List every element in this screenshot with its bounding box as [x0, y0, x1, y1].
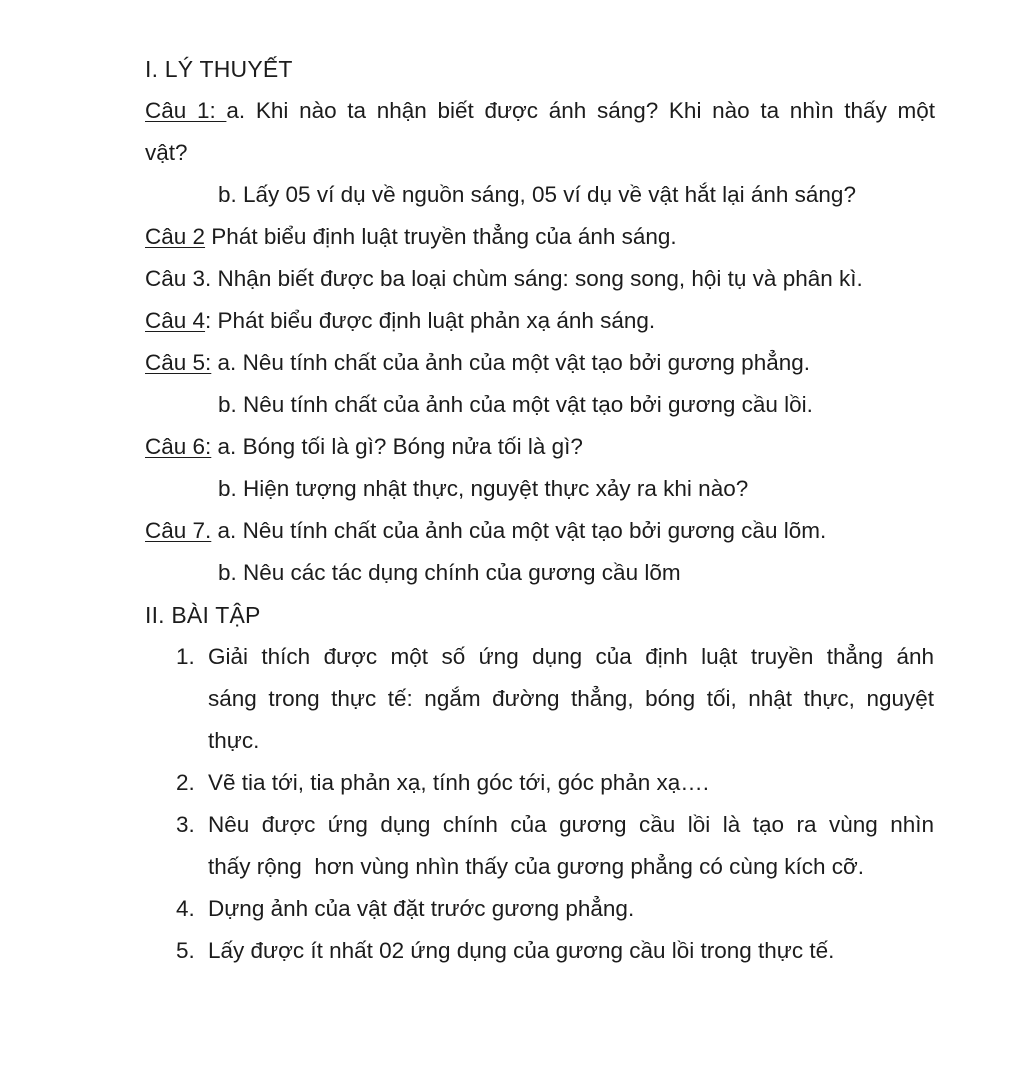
question-1-line: [145, 96, 935, 126]
question-3-line: Câu 3. Nhận biết được ba loại chùm sáng: song song, hội tụ và phân kì.: [145, 266, 863, 291]
section-theory-heading: I. LÝ THUYẾT: [145, 56, 293, 82]
exercise-5-number: 5.: [176, 938, 195, 963]
question-5-part-b: b. Nêu tính chất của ảnh của một vật tạo bởi gương cầu lồi.: [218, 392, 813, 417]
question-5-part-a: a. Nêu tính chất của ảnh của một vật tạo bởi gương phẳng.: [211, 350, 810, 375]
exercise-1-line-3: thực.: [208, 728, 260, 753]
question-2-label: Câu 2: [145, 224, 206, 249]
exercise-1-number: 1.: [176, 644, 195, 669]
question-6-part-b: b. Hiện tượng nhật thực, nguyệt thực xảy ra khi nào?: [218, 476, 749, 501]
question-6-part-a: a. Bóng tối là gì? Bóng nửa tối là gì?: [211, 434, 583, 459]
question-4-text: : Phát biểu được định luật phản xạ ánh sáng.: [205, 308, 656, 333]
question-5-line: [145, 348, 810, 378]
exercise-4-line-1: Dựng ảnh của vật đặt trước gương phẳng.: [208, 896, 635, 921]
question-4-label: Câu 4: [145, 308, 206, 333]
exercise-2-number: 2.: [176, 770, 195, 795]
question-7-part-a: a. Nêu tính chất của ảnh của một vật tạo bởi gương cầu lõm.: [211, 518, 827, 543]
question-6-label: Câu 6:: [145, 434, 212, 459]
question-6-line: [145, 432, 583, 462]
question-1-part-a: a. Khi nào ta nhận biết được ánh sáng? Khi nào ta nhìn thấy một: [226, 98, 936, 123]
exercise-3-number: 3.: [176, 812, 195, 837]
section-exercises-heading: II. BÀI TẬP: [145, 602, 261, 628]
question-2-text: Phát biểu định luật truyền thẳng của ánh sáng.: [205, 224, 677, 249]
question-1-part-a-continuation: vật?: [145, 140, 188, 165]
question-7-label: Câu 7.: [145, 518, 212, 543]
question-4-line: [145, 306, 655, 336]
question-1-label: Câu 1:: [145, 98, 227, 123]
exercise-2-line-1: Vẽ tia tới, tia phản xạ, tính góc tới, góc phản xạ….: [208, 770, 710, 795]
question-7-line: [145, 516, 826, 546]
exercise-1-line-1: Giải thích được một số ứng dụng của định luật truyền thẳng ánh: [208, 644, 934, 669]
exercise-3-line-2: thấy rộng hơn vùng nhìn thấy của gương phẳng có cùng kích cỡ.: [208, 854, 864, 879]
exercise-5-line-1: Lấy được ít nhất 02 ứng dụng của gương cầu lồi trong thực tế.: [208, 938, 835, 963]
question-2-line: [145, 222, 677, 252]
question-7-part-b: b. Nêu các tác dụng chính của gương cầu lõm: [218, 560, 681, 585]
exercise-3-line-1: Nêu được ứng dụng chính của gương cầu lồi là tạo ra vùng nhìn: [208, 812, 934, 837]
question-1-part-b: b. Lấy 05 ví dụ về nguồn sáng, 05 ví dụ về vật hắt lại ánh sáng?: [218, 182, 856, 207]
exercise-4-number: 4.: [176, 896, 195, 921]
question-5-label: Câu 5:: [145, 350, 212, 375]
exercise-1-line-2: sáng trong thực tế: ngắm đường thẳng, bóng tối, nhật thực, nguyệt: [208, 686, 934, 711]
